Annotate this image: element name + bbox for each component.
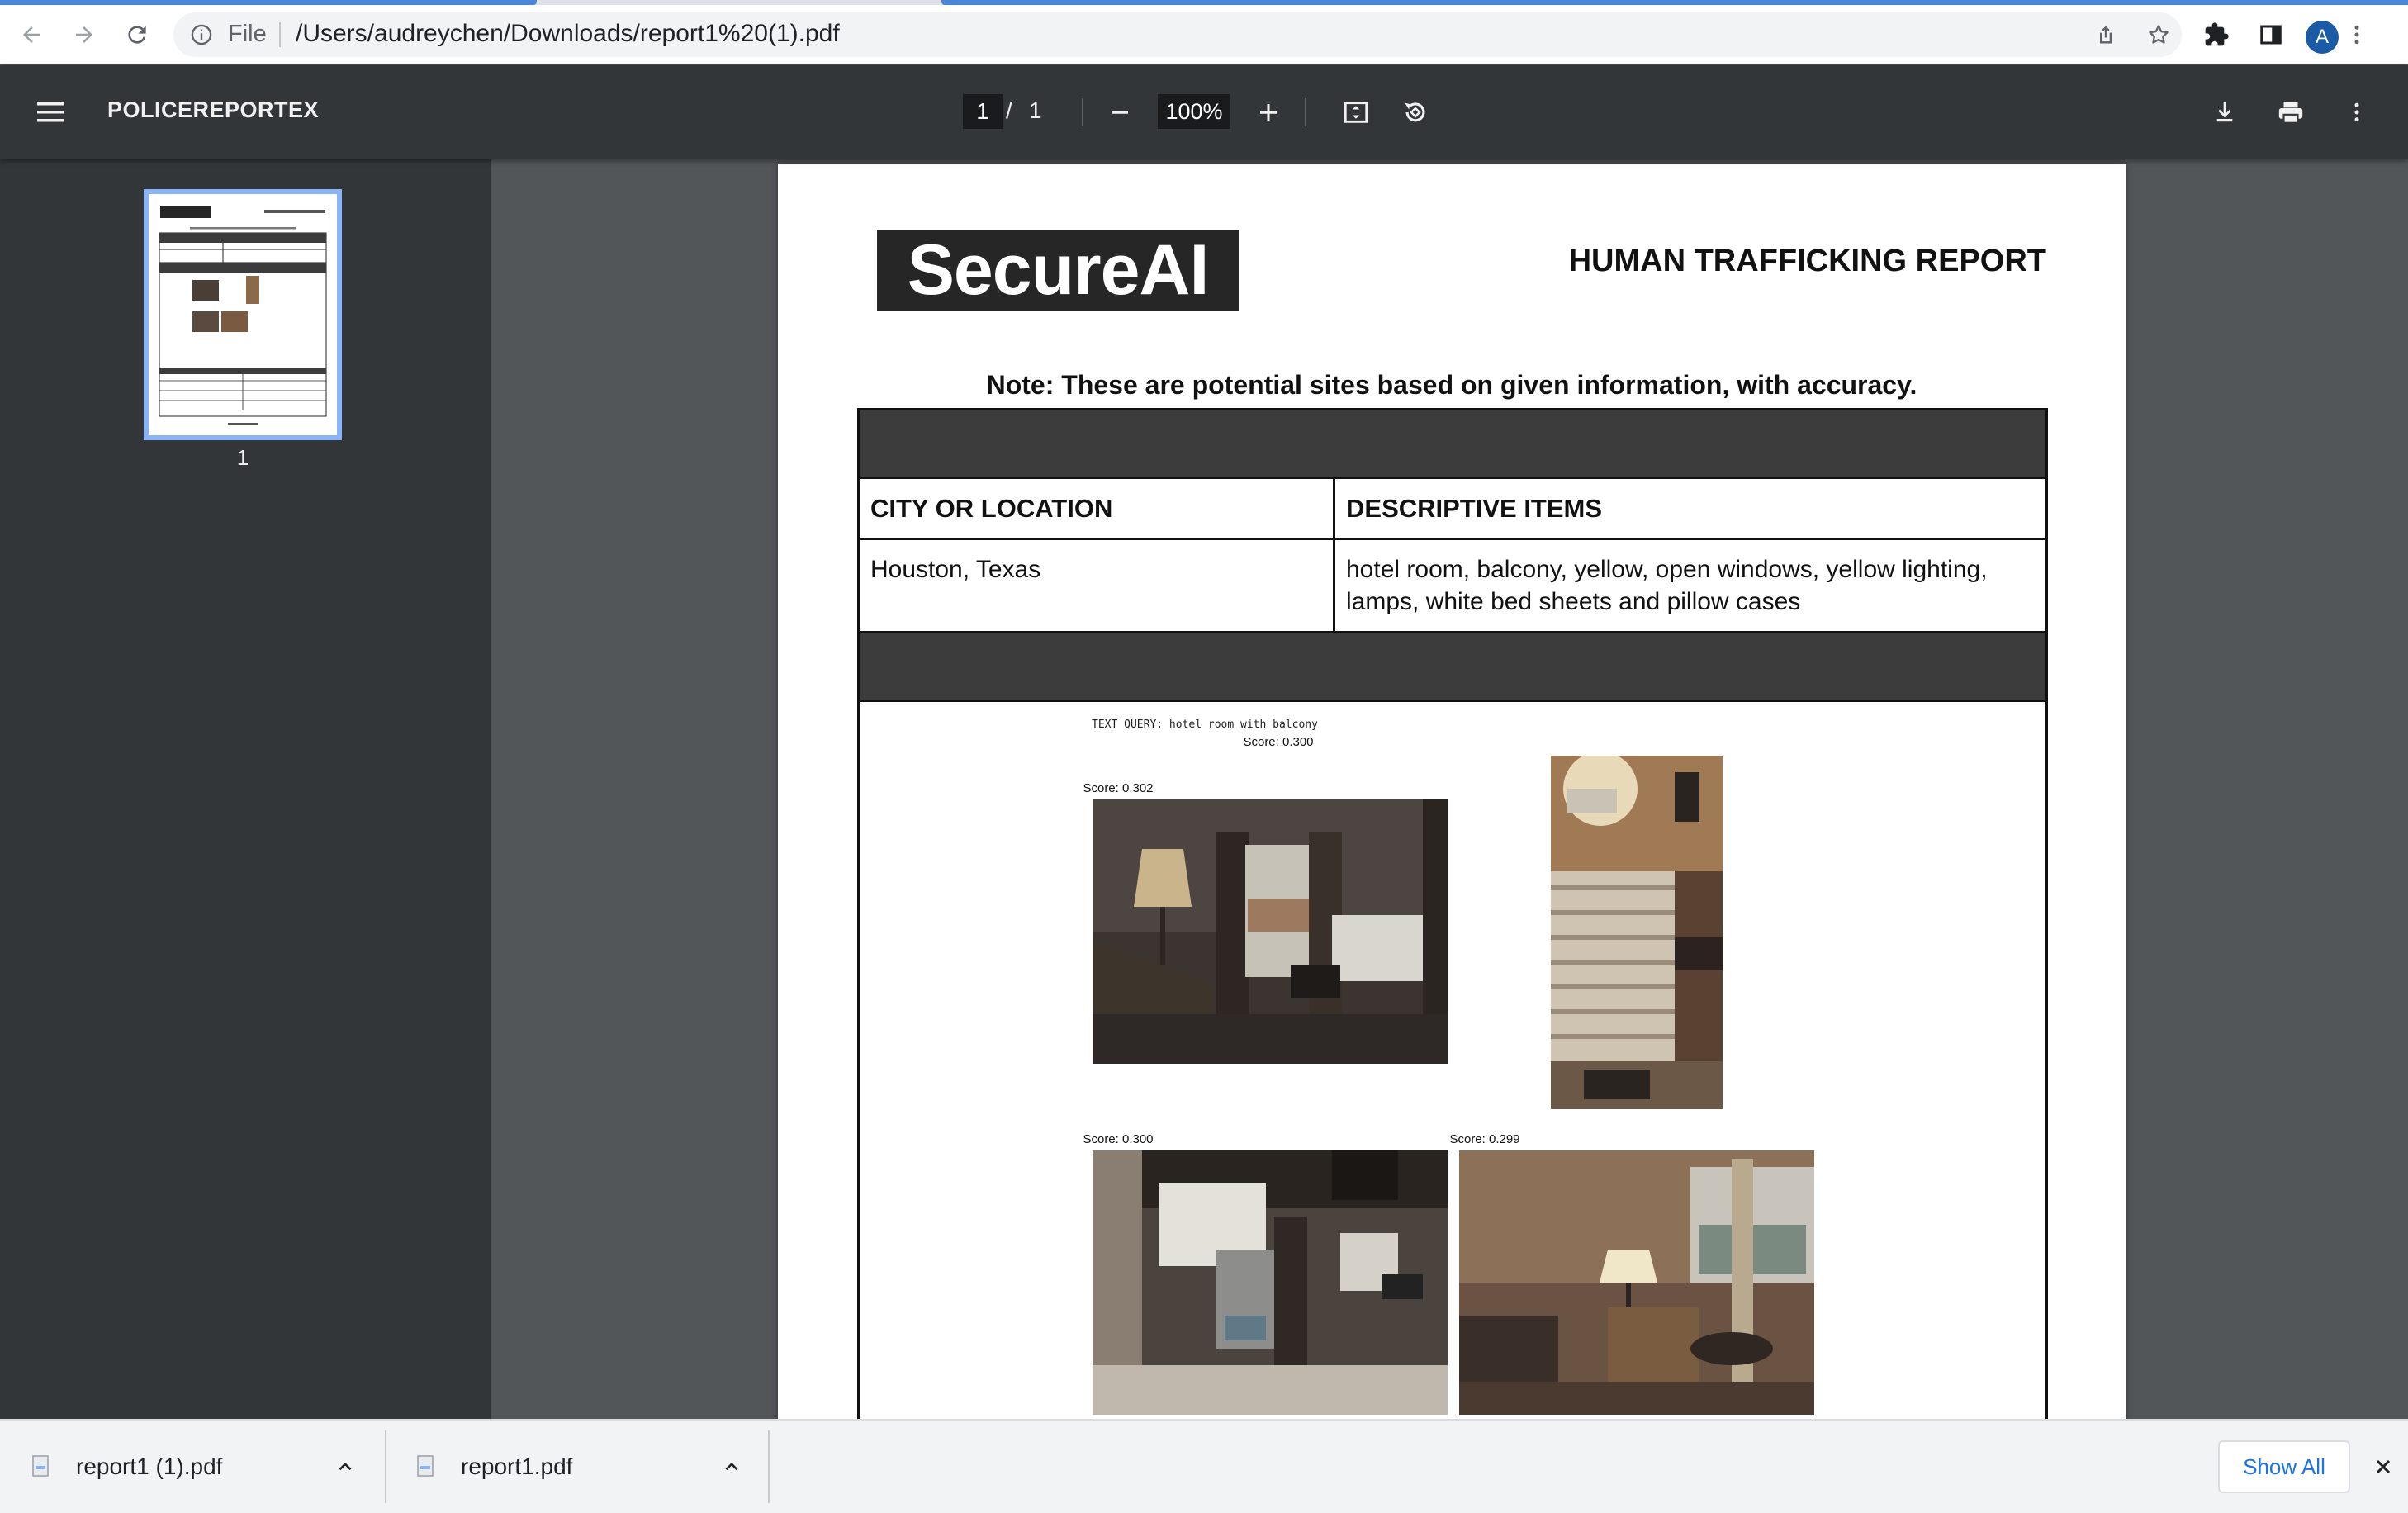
download-filename: report1 (1).pdf <box>76 1454 223 1479</box>
column-header: DESCRIPTIVE ITEMS <box>1346 494 1603 523</box>
table-header-row <box>860 479 2045 540</box>
pdf-toolbar <box>0 65 2408 159</box>
url-text[interactable]: /Users/audreychen/Downloads/report1%20(1).pdf <box>296 20 840 47</box>
column-header: CITY OR LOCATION <box>860 479 1335 538</box>
fit-to-page-button[interactable] <box>1336 92 1376 132</box>
result-photo <box>1459 1150 1814 1415</box>
table-row <box>860 540 2045 633</box>
download-icon <box>2211 99 2238 126</box>
table-cell: Houston, Texas <box>860 540 1335 631</box>
rotate-counterclockwise-icon <box>1401 98 1429 126</box>
image-score: Score: 0.302 <box>1083 781 1154 795</box>
hamburger-menu-icon <box>36 100 65 125</box>
download-button[interactable] <box>2205 92 2244 132</box>
toolbar-divider <box>1082 98 1083 126</box>
omnibox-divider <box>279 22 281 47</box>
zoom-in-button[interactable] <box>1249 92 1288 132</box>
download-separator <box>385 1430 386 1503</box>
thumbnail-page-number: 1 <box>236 445 249 470</box>
image-score: Score: 0.300 <box>1243 735 1314 749</box>
result-photo <box>1093 799 1448 1064</box>
minus-icon <box>1107 100 1132 125</box>
forward-button[interactable] <box>63 13 106 56</box>
zoom-out-button[interactable] <box>1100 92 1140 132</box>
image-results <box>860 702 2045 1419</box>
share-icon[interactable] <box>2091 20 2121 50</box>
page-thumbnail[interactable] <box>144 189 342 440</box>
table-header-band <box>860 410 2045 479</box>
result-photo <box>1551 756 1723 1109</box>
download-filename: report1.pdf <box>461 1454 573 1479</box>
result-photo <box>1093 1150 1448 1415</box>
report-table <box>857 408 2048 1419</box>
chevron-up-icon <box>334 1456 356 1477</box>
page-number-input[interactable]: 1 <box>963 94 1003 129</box>
close-icon <box>2373 1457 2393 1477</box>
document-title: POLICEREPORTEX <box>107 97 320 122</box>
page-thumbnail-preview <box>149 194 337 435</box>
download-item[interactable] <box>415 1421 572 1513</box>
report-title: HUMAN TRAFFICKING REPORT <box>1568 244 2046 278</box>
profile-avatar[interactable]: A <box>2306 21 2339 54</box>
chevron-up-icon <box>721 1456 742 1477</box>
download-options-button[interactable] <box>324 1445 367 1488</box>
address-bar[interactable] <box>173 12 2182 57</box>
extensions-puzzle-icon[interactable] <box>2195 13 2238 56</box>
fit-page-icon <box>1342 98 1370 126</box>
pdf-page <box>778 164 2126 1419</box>
page-separator: / <box>1006 97 1012 123</box>
more-actions-button[interactable] <box>2337 92 2377 132</box>
reload-button[interactable] <box>116 13 159 56</box>
arrow-left-icon <box>19 22 44 47</box>
side-panel-icon[interactable] <box>2249 13 2292 56</box>
secureai-logo: SecureAI <box>877 230 1239 311</box>
arrow-right-icon <box>72 22 97 47</box>
image-score: Score: 0.299 <box>1449 1132 1520 1146</box>
browser-toolbar <box>0 5 2408 64</box>
download-options-button[interactable] <box>710 1445 753 1488</box>
info-icon[interactable] <box>188 21 215 48</box>
printer-icon <box>2277 98 2305 126</box>
report-note: Note: These are potential sites based on given information, with accuracy. <box>986 370 1917 400</box>
zoom-input[interactable]: 100% <box>1158 94 1230 129</box>
downloads-bar <box>0 1419 2408 1513</box>
image-score: Score: 0.300 <box>1083 1132 1154 1146</box>
document-viewport[interactable] <box>491 159 2408 1419</box>
bookmark-star-icon[interactable] <box>2144 20 2173 50</box>
rotate-button[interactable] <box>1396 92 1435 132</box>
back-button[interactable] <box>10 13 53 56</box>
pdf-file-icon <box>415 1454 436 1479</box>
thumbnail-sidebar <box>0 159 491 1419</box>
scheme-label: File <box>228 21 267 47</box>
download-item[interactable] <box>30 1421 222 1513</box>
show-all-button[interactable]: Show All <box>2218 1440 2350 1493</box>
table-cell: hotel room, balcony, yellow, open windows, yellow lighting, lamps, white bed sheets and pillow cases <box>1346 556 1988 615</box>
reload-icon <box>124 21 150 48</box>
browser-menu-icon[interactable] <box>2335 13 2378 56</box>
plus-icon <box>1256 100 1281 125</box>
close-downloads-button[interactable] <box>2367 1450 2400 1483</box>
table-section-band <box>860 633 2045 702</box>
text-query-label: TEXT QUERY: hotel room with balcony <box>1092 719 1318 731</box>
pdf-file-icon <box>30 1454 51 1479</box>
toolbar-divider <box>1305 98 1306 126</box>
download-separator <box>768 1430 770 1503</box>
print-button[interactable] <box>2271 92 2311 132</box>
more-vertical-icon <box>2344 100 2369 125</box>
sidebar-toggle-button[interactable] <box>30 94 71 130</box>
page-total: 1 <box>1029 97 1042 123</box>
